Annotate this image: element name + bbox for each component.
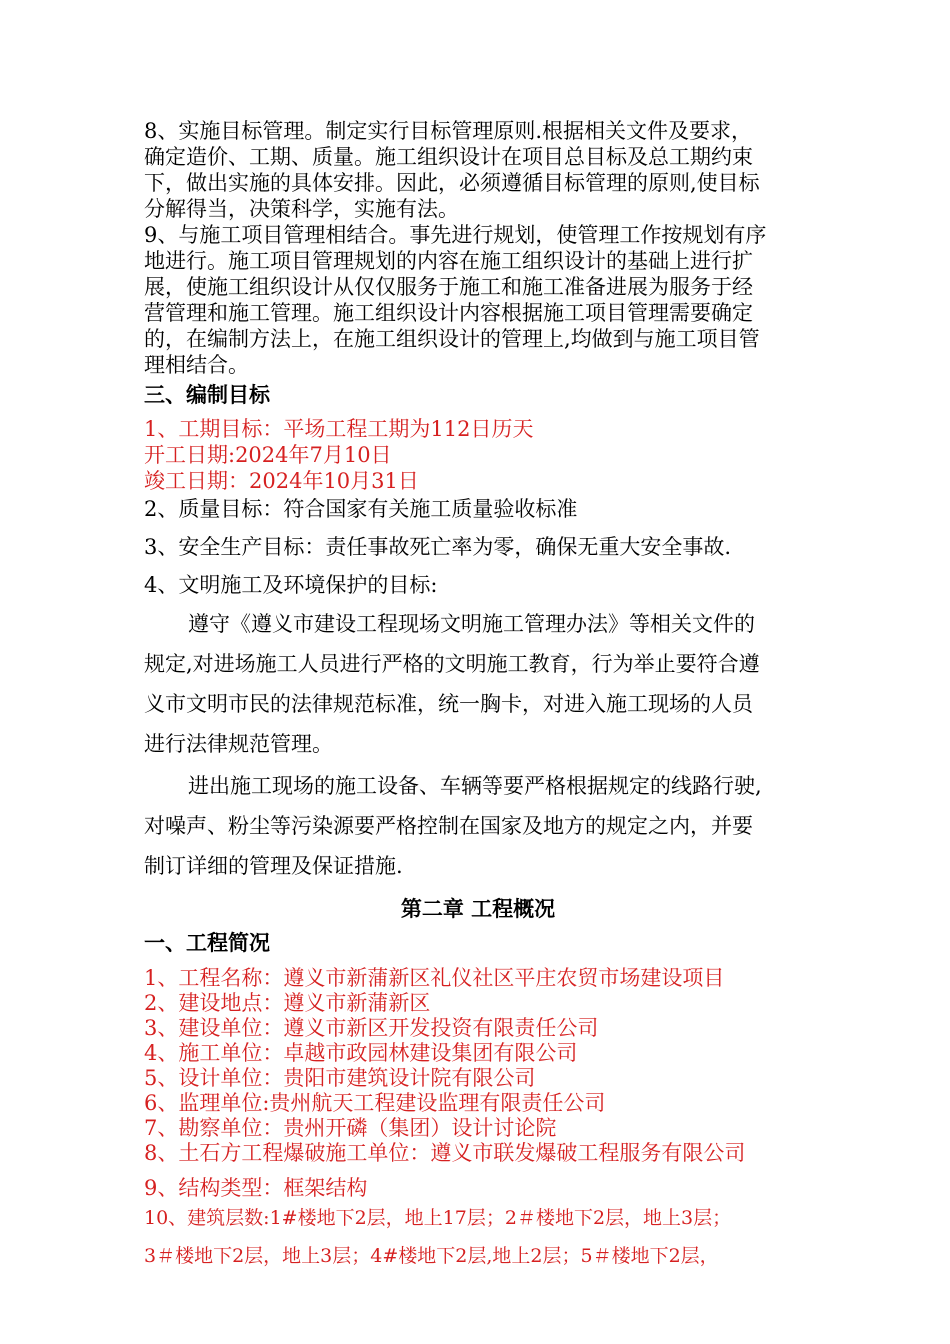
list-item: 3、建设单位：遵义市新区开发投资有限责任公司	[144, 1016, 599, 1040]
text-line: 确定造价、工期、质量。施工组织设计在项目总目标及总工期约束	[144, 145, 753, 169]
list-item: 6、监理单位:贵州航天工程建设监理有限责任公司	[144, 1091, 606, 1115]
schedule-line: 竣工日期：2024年10月31日	[144, 469, 419, 493]
text-line: 对噪声、粉尘等污染源要严格控制在国家及地方的规定之内，并要	[144, 814, 753, 838]
list-item: 7、勘察单位：贵州开磷（集团）设计讨论院	[144, 1116, 557, 1140]
text-line: 制订详细的管理及保证措施.	[144, 854, 403, 878]
project-info-list	[144, 966, 812, 1166]
text-line: 遵守《遵义市建设工程现场文明施工管理办法》等相关文件的	[188, 612, 755, 636]
list-item: 1、工程名称：遵义市新蒲新区礼仪社区平庄农贸市场建设项目	[144, 966, 725, 990]
list-item: 8、土石方工程爆破施工单位：遵义市联发爆破工程服务有限公司	[144, 1141, 746, 1165]
safety-goal: 3、安全生产目标：责任事故死亡率为零，确保无重大安全事故.	[144, 535, 732, 559]
text-line: 10、建筑层数:1#楼地下2层，地上17层；2＃楼地下2层，地上3层；	[144, 1207, 732, 1229]
text-line: 下，做出实施的具体安排。因此，必须遵循目标管理的原则,使目标	[144, 171, 760, 195]
schedule-block	[144, 416, 812, 494]
text-line: 3＃楼地下2层，地上3层；4#楼地下2层,地上2层；5＃楼地下2层，	[144, 1245, 719, 1267]
document-page	[144, 118, 812, 1277]
text-line: 进出施工现场的施工设备、车辆等要严格根据规定的线路行驶,	[188, 774, 762, 798]
text-line: 分解得当，决策科学，实施有法。	[144, 197, 459, 221]
schedule-line: 1、工期目标：平场工程工期为112日历天	[144, 417, 534, 441]
text-line: 8、实施目标管理。制定实行目标管理原则.根据相关文件及要求，	[144, 119, 753, 143]
text-line: 营管理和施工管理。施工组织设计内容根据施工项目管理需要确定	[144, 301, 753, 325]
schedule-line: 开工日期:2024年7月10日	[144, 443, 392, 467]
text-line: 展，使施工组织设计从仅仅服务于施工和施工准备进展为服务于经	[144, 275, 753, 299]
chapter-title: 第二章 工程概况	[400, 897, 556, 921]
civil-paragraph-2	[144, 766, 812, 886]
text-line: 9、与施工项目管理相结合。事先进行规划，使管理工作按规划有序	[144, 223, 767, 247]
text-line: 规定,对进场施工人员进行严格的文明施工教育，行为举止要符合遵	[144, 652, 760, 676]
list-item: 5、设计单位：贵阳市建筑设计院有限公司	[144, 1066, 536, 1090]
text-line: 的，在编制方法上，在施工组织设计的管理上,均做到与施工项目管	[144, 327, 760, 351]
structure-type: 9、结构类型：框架结构	[144, 1176, 368, 1200]
civil-paragraph-1	[144, 604, 812, 764]
text-line: 地进行。施工项目管理规划的内容在施工组织设计的基础上进行扩	[144, 249, 753, 273]
principles-paragraph	[144, 118, 812, 378]
floors-block	[144, 1201, 812, 1277]
section-heading-overview: 一、工程简况	[144, 931, 270, 955]
text-line: 进行法律规范管理。	[144, 732, 333, 756]
text-line: 义市文明市民的法律规范标准，统一胸卡，对进入施工现场的人员	[144, 692, 753, 716]
civil-goal-title: 4、文明施工及环境保护的目标:	[144, 573, 438, 597]
text-line: 理相结合。	[144, 353, 249, 377]
list-item: 4、施工单位：卓越市政园林建设集团有限公司	[144, 1041, 578, 1065]
list-item: 2、建设地点：遵义市新蒲新区	[144, 991, 431, 1015]
section-heading-goals: 三、编制目标	[144, 383, 270, 407]
quality-goal: 2、质量目标：符合国家有关施工质量验收标准	[144, 497, 578, 521]
